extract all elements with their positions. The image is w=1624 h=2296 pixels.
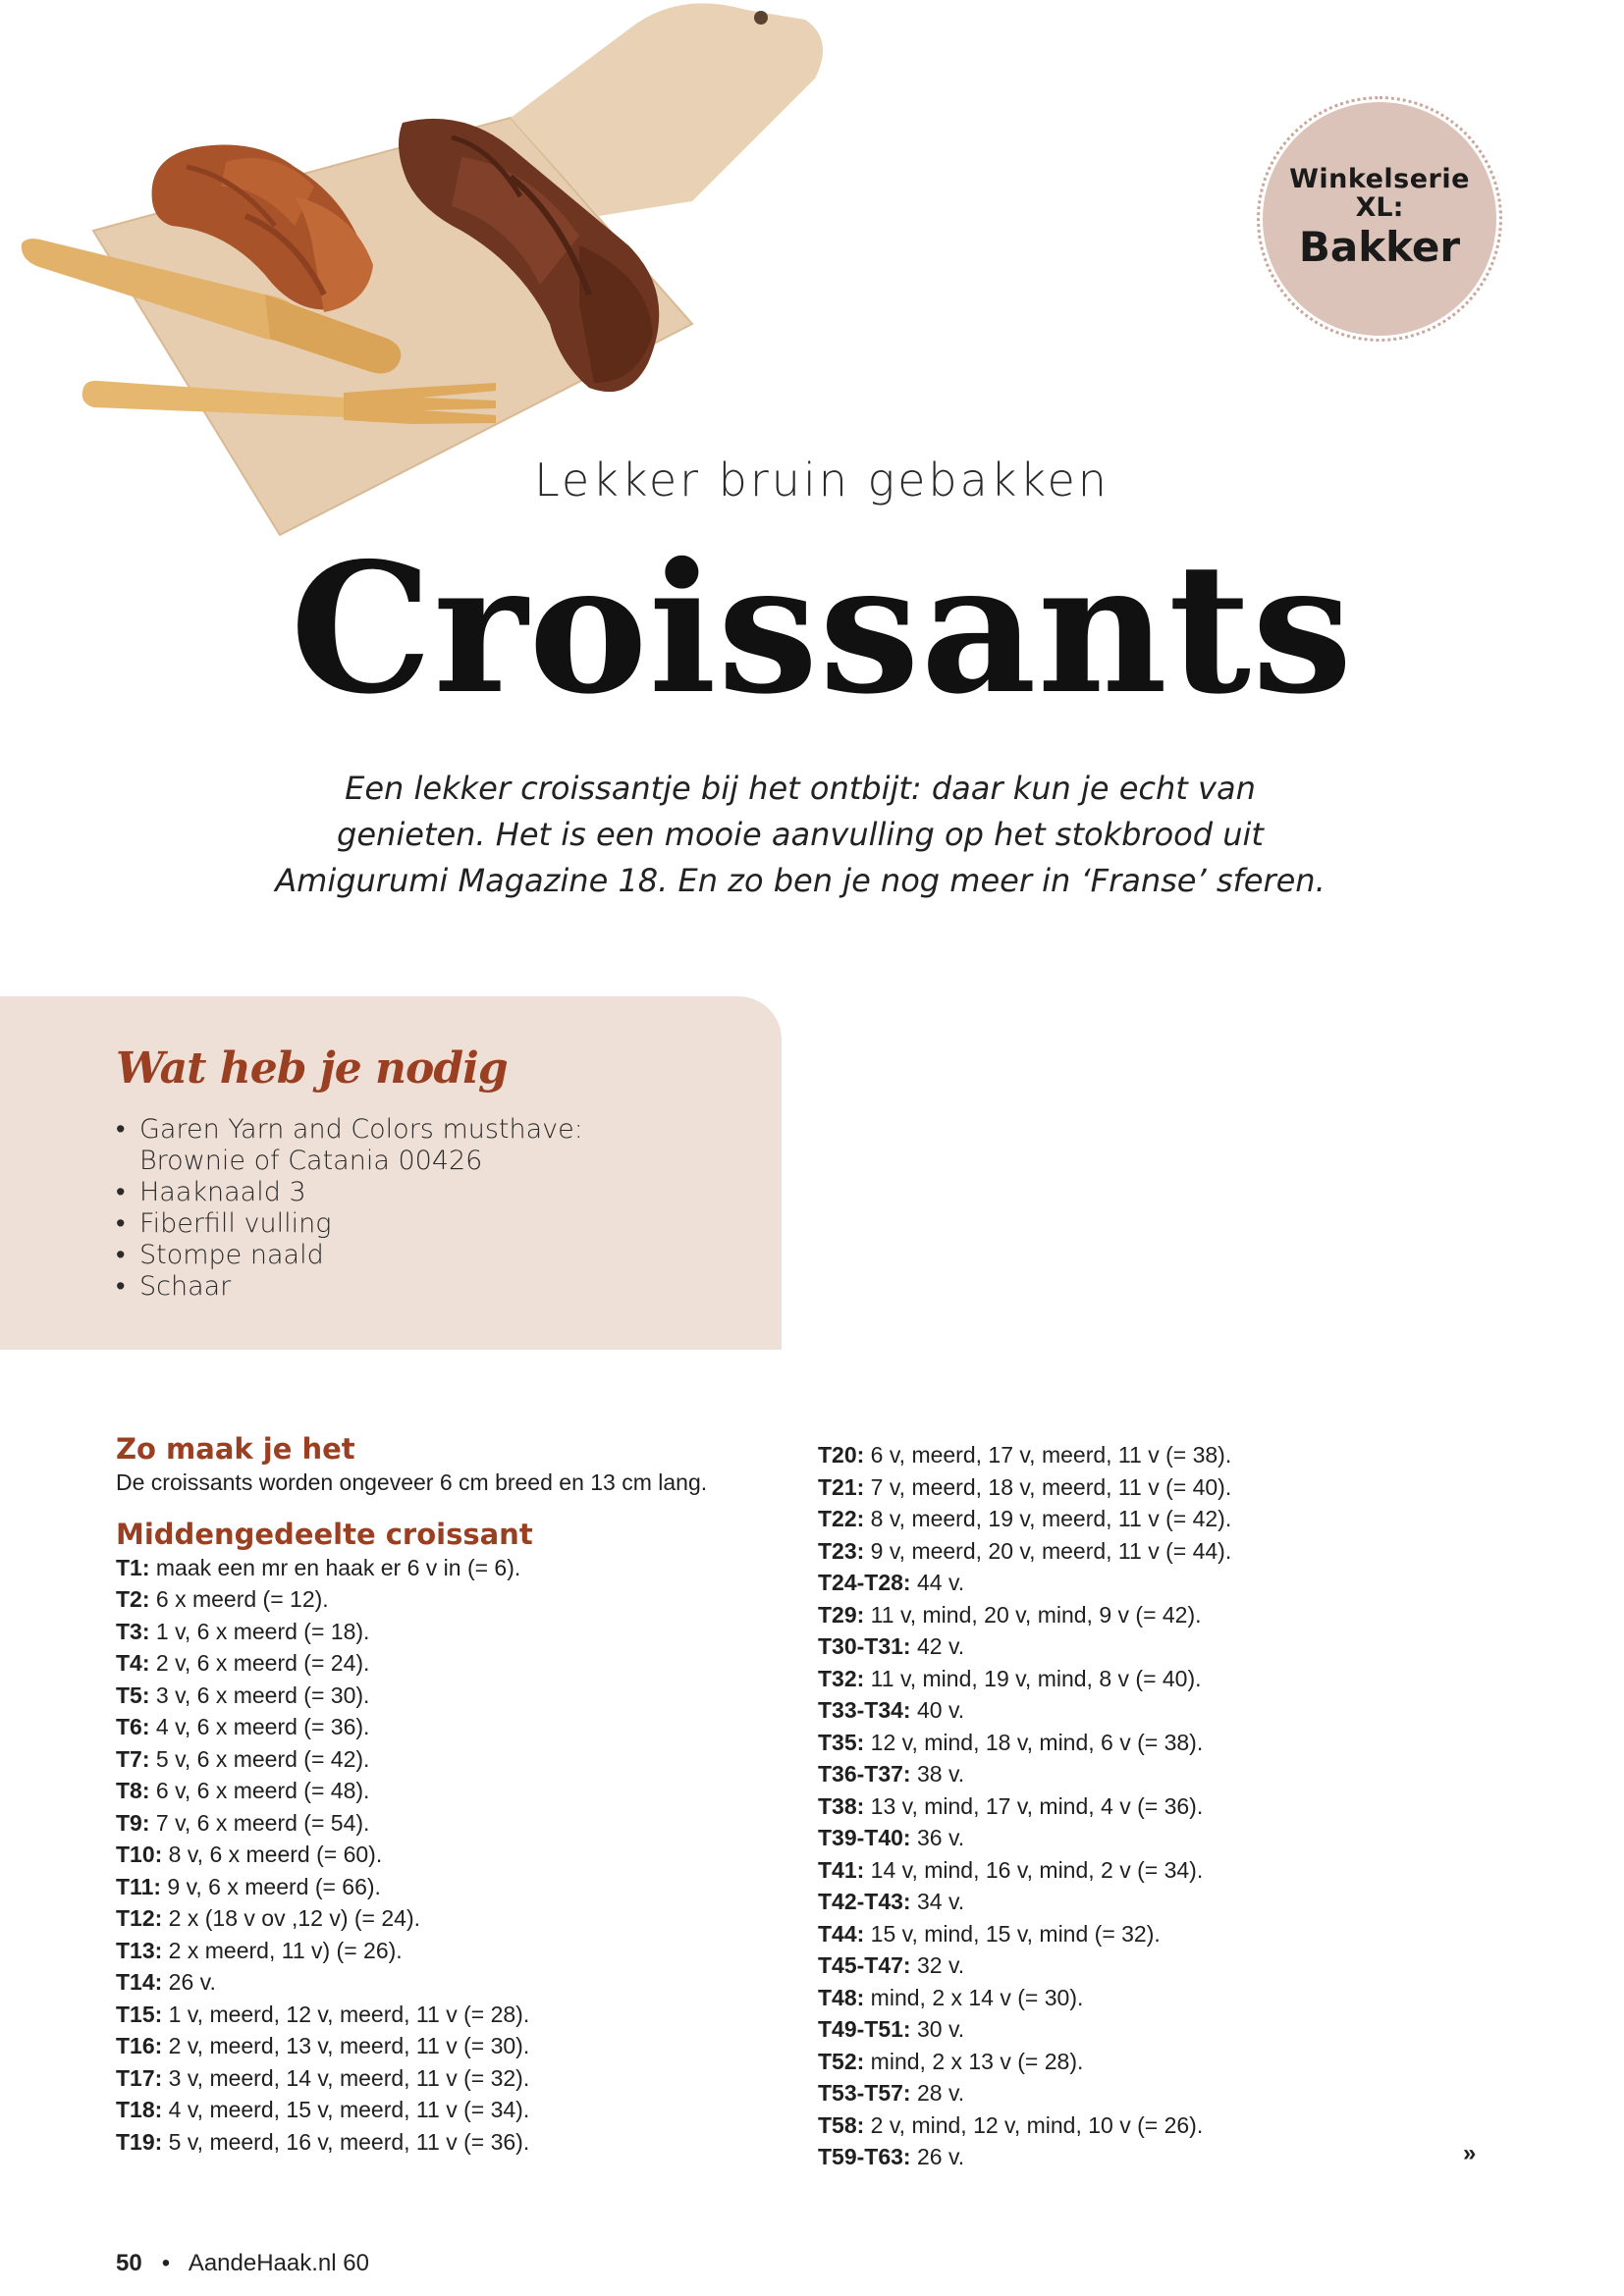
intro-line: genieten. Het is een mooie aanvulling op het stokbrood uit (337, 816, 1264, 853)
instructions-right-column (818, 1439, 1505, 2173)
round-instruction: 1 v, 6 x meerd (= 18). (149, 1618, 370, 1644)
round-label: T24-T28: (818, 1570, 911, 1595)
intro-paragraph (255, 766, 1345, 904)
badge-xl-label: XL: (1355, 192, 1404, 223)
round-label: T35: (818, 1729, 865, 1755)
round-instruction: maak een mr en haak er 6 v in (= 6). (149, 1554, 521, 1580)
round-row (116, 1999, 803, 2031)
round-instruction: 7 v, meerd, 18 v, meerd, 11 v (= 40). (864, 1473, 1232, 1500)
middle-section-heading: Middengedeelte croissant (116, 1517, 533, 1551)
round-row (116, 1552, 803, 1584)
round-instruction: 6 x meerd (= 12). (149, 1586, 329, 1612)
round-instruction: 9 v, meerd, 20 v, meerd, 11 v (= 44). (864, 1537, 1232, 1564)
round-instruction: 8 v, meerd, 19 v, meerd, 11 v (= 42). (864, 1506, 1232, 1531)
round-instruction: 2 x meerd, 11 v) (= 26). (162, 1937, 403, 1963)
round-row (818, 2013, 1505, 2046)
materials-item-text: Fiberfill vulling (139, 1208, 332, 1239)
round-row (116, 1583, 803, 1616)
round-row (116, 1871, 803, 1903)
round-label: T4: (116, 1650, 150, 1676)
round-instruction: 2 x (18 v ov ,12 v) (= 24). (162, 1905, 420, 1931)
round-label: T38: (818, 1792, 865, 1819)
bullet: • (116, 1177, 126, 1207)
round-instruction: mind, 2 x 13 v (= 28). (864, 2048, 1084, 2074)
materials-item-text: Schaar (139, 1271, 232, 1302)
round-label: T16: (116, 2033, 163, 2058)
materials-item (116, 1177, 583, 1208)
round-instruction: 5 v, meerd, 16 v, meerd, 11 v (= 36). (162, 2128, 530, 2155)
round-label: T18: (116, 2097, 163, 2122)
round-label: T13: (116, 1937, 163, 1963)
page-number: 50 (116, 2250, 142, 2276)
round-label: T59-T63: (818, 2144, 911, 2169)
round-row (818, 1630, 1505, 1663)
materials-item-continuation (116, 1146, 583, 1177)
round-instruction: 32 v. (910, 1952, 965, 1978)
round-instruction: 40 v. (910, 1697, 965, 1723)
bullet: • (116, 1114, 126, 1145)
round-row (116, 1966, 803, 1999)
round-row (116, 2062, 803, 2095)
round-label: T23: (818, 1537, 865, 1564)
instructions-left-column (116, 1431, 803, 2158)
round-row (818, 1599, 1505, 1631)
round-row (818, 1727, 1505, 1759)
round-instruction: 14 v, mind, 16 v, mind, 2 v (= 34). (864, 1856, 1204, 1883)
round-row (818, 2077, 1505, 2109)
round-label: T3: (116, 1618, 150, 1644)
round-instruction: 4 v, 6 x meerd (= 36). (149, 1714, 370, 1739)
round-row (818, 1439, 1505, 1471)
round-label: T39-T40: (818, 1825, 911, 1850)
round-label: T30-T31: (818, 1633, 911, 1659)
round-label: T11: (116, 1873, 162, 1899)
round-label: T42-T43: (818, 1889, 911, 1914)
round-label: T45-T47: (818, 1952, 911, 1978)
round-row (116, 1616, 803, 1648)
round-row (818, 2109, 1505, 2142)
round-label: T52: (818, 2048, 865, 2074)
page-footer (116, 2250, 369, 2277)
round-row (818, 1790, 1505, 1823)
round-label: T7: (116, 1745, 150, 1772)
round-instruction: 26 v. (162, 1969, 216, 1995)
materials-item-text: Brownie of Catania 00426 (139, 1146, 483, 1176)
round-label: T8: (116, 1778, 150, 1803)
round-row (818, 1567, 1505, 1599)
materials-item-text: Haaknaald 3 (139, 1177, 306, 1207)
round-row (116, 1839, 803, 1871)
round-row (818, 1854, 1505, 1887)
round-list-right (818, 1439, 1505, 2173)
materials-item (116, 1114, 583, 1146)
round-label: T10: (116, 1842, 163, 1867)
round-label: T48: (818, 1984, 865, 2010)
round-row (116, 1807, 803, 1840)
bullet: • (116, 1271, 126, 1302)
round-instruction: 2 v, 6 x meerd (= 24). (149, 1650, 370, 1676)
round-row (116, 1935, 803, 1967)
round-label: T33-T34: (818, 1697, 911, 1723)
round-instruction: 15 v, mind, 15 v, mind (= 32). (864, 1920, 1161, 1947)
round-row (116, 2030, 803, 2062)
round-instruction: 13 v, mind, 17 v, mind, 4 v (= 36). (864, 1792, 1204, 1819)
round-label: T1: (116, 1554, 150, 1580)
round-row (818, 1694, 1505, 1727)
round-row (818, 1503, 1505, 1535)
round-label: T32: (818, 1665, 865, 1691)
round-row (116, 2094, 803, 2126)
round-label: T22: (818, 1506, 865, 1531)
round-label: T29: (818, 1601, 865, 1628)
round-label: T49-T51: (818, 2016, 911, 2042)
round-instruction: 11 v, mind, 20 v, mind, 9 v (= 42). (864, 1601, 1202, 1628)
round-instruction: 7 v, 6 x meerd (= 54). (149, 1809, 370, 1836)
materials-list (116, 1114, 583, 1303)
intro-line: Amigurumi Magazine 18. En zo ben je nog meer in ‘Franse’ sferen. (275, 862, 1326, 899)
round-label: T36-T37: (818, 1761, 911, 1787)
round-label: T20: (818, 1442, 865, 1468)
round-row (116, 1902, 803, 1935)
round-instruction: 2 v, meerd, 13 v, meerd, 11 v (= 30). (162, 2033, 530, 2058)
round-label: T44: (818, 1920, 865, 1947)
round-label: T58: (818, 2111, 865, 2138)
badge-series-label: Winkelserie (1289, 164, 1470, 194)
round-label: T21: (818, 1473, 865, 1500)
materials-heading: Wat heb je nodig (116, 1043, 508, 1094)
continue-marker: » (1463, 2140, 1477, 2166)
round-label: T5: (116, 1682, 150, 1708)
round-instruction: 3 v, 6 x meerd (= 30). (149, 1682, 370, 1708)
round-label: T19: (116, 2128, 163, 2155)
round-row (818, 1471, 1505, 1504)
badge-theme-label: Bakker (1298, 223, 1461, 271)
round-row (818, 1949, 1505, 1982)
round-instruction: 42 v. (910, 1633, 965, 1659)
materials-item (116, 1240, 583, 1271)
round-label: T12: (116, 1905, 163, 1931)
round-instruction: 6 v, 6 x meerd (= 48). (149, 1778, 370, 1803)
round-instruction: 11 v, mind, 19 v, mind, 8 v (= 40). (864, 1665, 1202, 1691)
materials-item-text: Garen Yarn and Colors musthave: (139, 1114, 583, 1145)
materials-item (116, 1271, 583, 1303)
round-label: T41: (818, 1856, 865, 1883)
round-row (818, 2141, 1505, 2173)
round-row (116, 1775, 803, 1807)
round-instruction: 8 v, 6 x meerd (= 60). (162, 1842, 383, 1867)
article-title: Croissants (290, 523, 1354, 733)
materials-item-text: Stompe naald (139, 1240, 324, 1270)
round-row (818, 1982, 1505, 2014)
series-badge (1263, 102, 1496, 336)
round-label: T15: (116, 2001, 163, 2027)
publication-name: AandeHaak.nl 60 (188, 2250, 369, 2276)
round-instruction: 44 v. (910, 1570, 965, 1595)
article-subtitle: Lekker bruin gebakken (534, 454, 1110, 507)
round-instruction: 9 v, 6 x meerd (= 66). (161, 1873, 381, 1899)
round-instruction: 3 v, meerd, 14 v, meerd, 11 v (= 32). (162, 2064, 530, 2091)
howto-text: De croissants worden ongeveer 6 cm breed en 13 cm lang. (116, 1469, 708, 1495)
materials-box (0, 996, 782, 1350)
round-row (818, 1886, 1505, 1918)
round-label: T14: (116, 1969, 163, 1995)
round-instruction: 26 v. (910, 2144, 965, 2169)
round-row (116, 2126, 803, 2159)
round-label: T9: (116, 1809, 150, 1836)
round-instruction: 5 v, 6 x meerd (= 42). (149, 1745, 370, 1772)
round-label: T2: (116, 1586, 150, 1612)
round-instruction: 30 v. (910, 2016, 965, 2042)
round-row (818, 1758, 1505, 1790)
round-row (116, 1711, 803, 1743)
round-label: T17: (116, 2064, 163, 2091)
footer-separator: • (161, 2250, 171, 2276)
round-instruction: mind, 2 x 14 v (= 30). (864, 1984, 1084, 2010)
round-instruction: 6 v, meerd, 17 v, meerd, 11 v (= 38). (864, 1442, 1232, 1468)
round-instruction: 36 v. (910, 1825, 965, 1850)
round-list-left (116, 1552, 803, 2159)
round-label: T53-T57: (818, 2080, 911, 2106)
round-label: T6: (116, 1714, 150, 1739)
round-row (818, 1918, 1505, 1950)
round-row (818, 1535, 1505, 1568)
round-instruction: 2 v, mind, 12 v, mind, 10 v (= 26). (864, 2111, 1204, 2138)
intro-line: Een lekker croissantje bij het ontbijt: daar kun je echt van (345, 770, 1256, 807)
round-instruction: 4 v, meerd, 15 v, meerd, 11 v (= 34). (162, 2097, 530, 2122)
round-instruction: 34 v. (910, 1889, 965, 1914)
round-row (116, 1743, 803, 1776)
howto-heading: Zo maak je het (116, 1432, 355, 1466)
round-instruction: 1 v, meerd, 12 v, meerd, 11 v (= 28). (162, 2001, 530, 2027)
round-instruction: 28 v. (910, 2080, 965, 2106)
bullet: • (116, 1240, 126, 1270)
materials-item (116, 1208, 583, 1240)
round-instruction: 38 v. (910, 1761, 965, 1787)
round-row (818, 2046, 1505, 2078)
round-row (818, 1822, 1505, 1854)
round-instruction: 12 v, mind, 18 v, mind, 6 v (= 38). (864, 1729, 1204, 1755)
round-row (116, 1647, 803, 1680)
bullet: • (116, 1208, 126, 1239)
round-row (116, 1680, 803, 1712)
round-row (818, 1663, 1505, 1695)
